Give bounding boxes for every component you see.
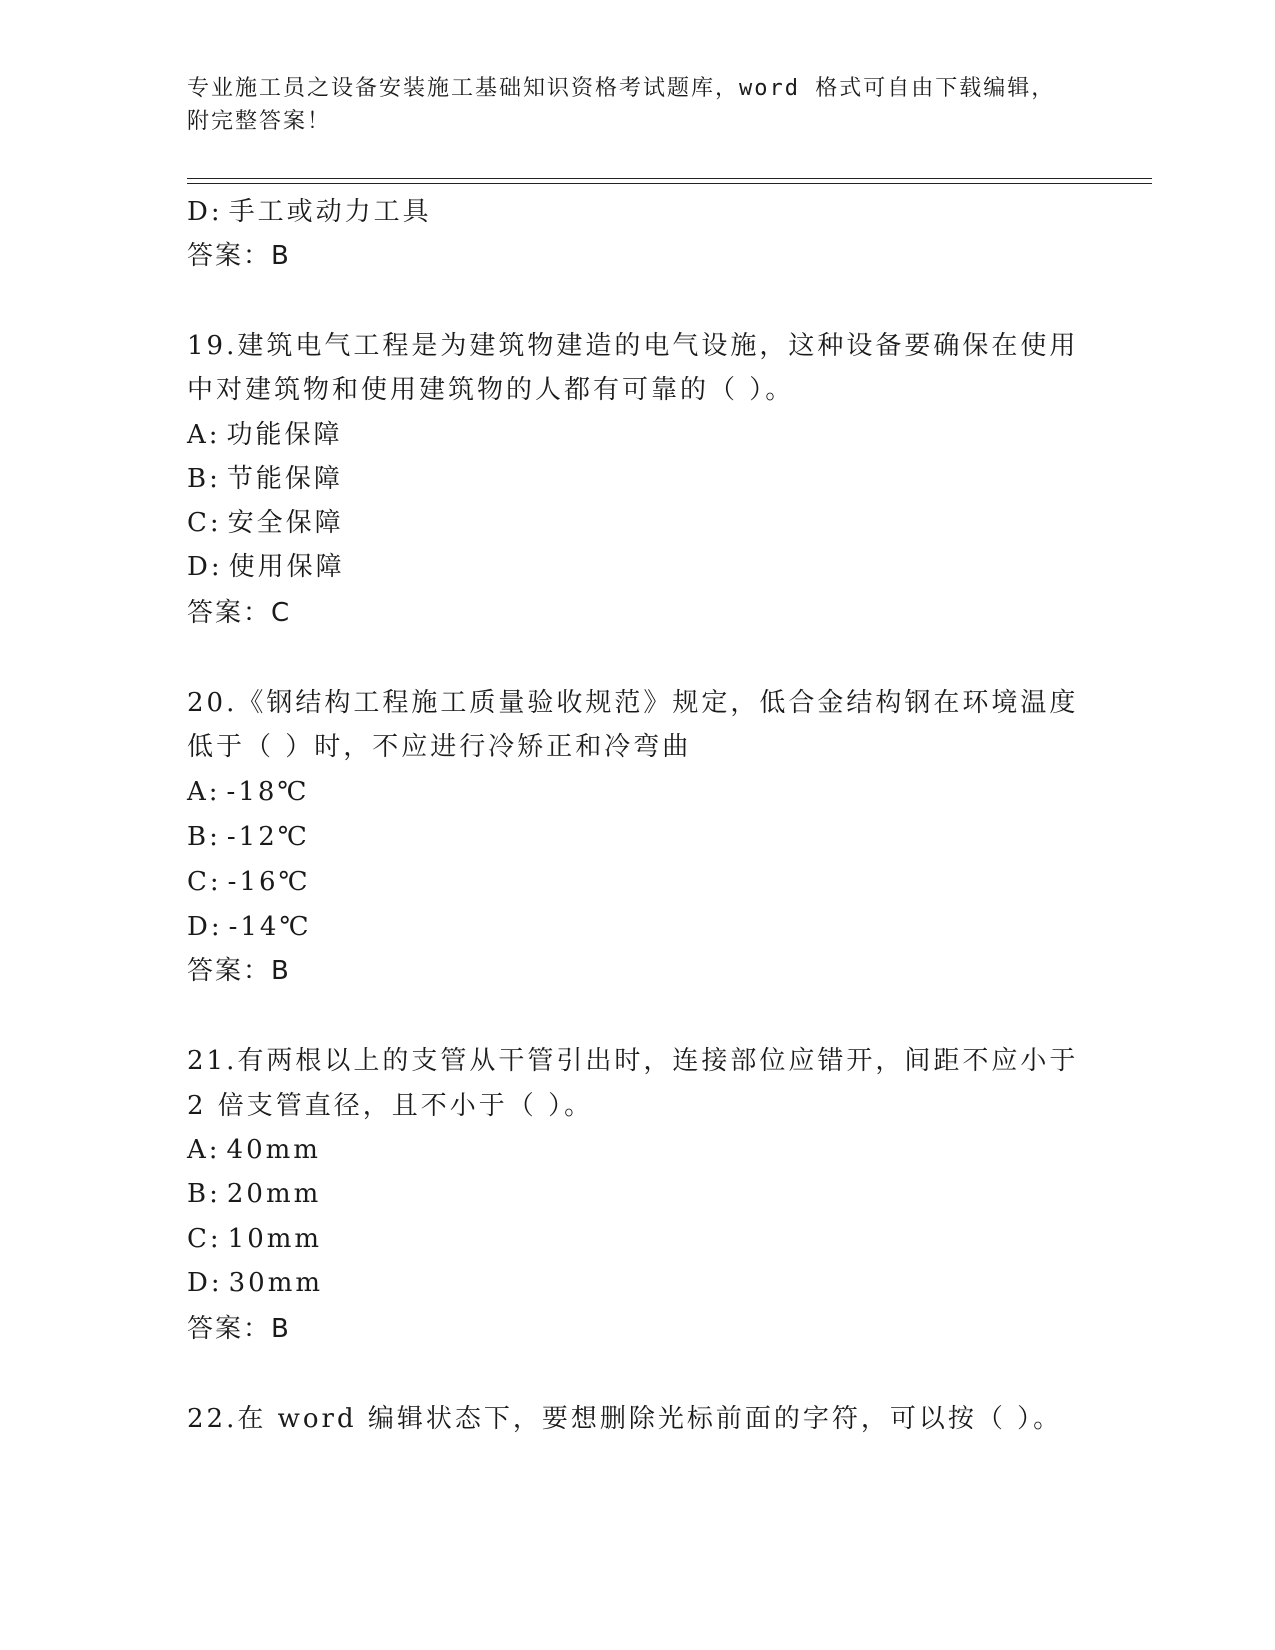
q21-option-d: D: 30mm [187,1268,324,1298]
header-divider-bottom [187,183,1152,184]
q19-option-d: D: 使用保障 [187,552,345,582]
q21-stem-line-2: 2 倍支管直径，且不小于（ ）。 [187,1091,594,1121]
q21-answer: 答案：B [187,1314,291,1344]
header-line-1: 专业施工员之设备安装施工基础知识资格考试题库，word 格式可自由下载编辑， [187,76,1056,101]
q19-stem-line-1: 19.建筑电气工程是为建筑物建造的电气设施，这种设备要确保在使用 [187,331,1079,361]
q19-stem-line-2: 中对建筑物和使用建筑物的人都有可靠的（ ）。 [187,375,795,405]
header-line-2: 附完整答案！ [187,109,332,134]
q19-option-c: C: 安全保障 [187,508,344,538]
prev-option-d: D: 手工或动力工具 [187,197,432,227]
q21-option-a: A: 40mm [187,1135,321,1165]
document-header [187,72,1087,138]
q21-option-b: B: 20mm [187,1179,322,1209]
q22-stem-line-1: 22.在 word 编辑状态下，要想删除光标前面的字符，可以按（ ）。 [187,1404,1063,1434]
q19-option-b: B: 节能保障 [187,464,343,494]
q20-option-a: A: -18℃ [187,777,310,807]
q20-option-c: C: -16℃ [187,867,311,897]
q19-option-a: A: 功能保障 [187,420,343,450]
prev-answer: 答案：B [187,241,291,271]
q20-answer: 答案：B [187,956,291,986]
q21-stem-line-1: 21.有两根以上的支管从干管引出时，连接部位应错开，间距不应小于 [187,1046,1079,1076]
q19-answer: 答案：C [187,598,292,628]
q20-stem-line-2: 低于（ ）时，不应进行冷矫正和冷弯曲 [187,732,692,762]
q20-stem-line-1: 20.《钢结构工程施工质量验收规范》规定，低合金结构钢在环境温度 [187,688,1079,718]
q20-option-b: B: -12℃ [187,822,310,852]
q21-option-c: C: 10mm [187,1224,323,1254]
q20-option-d: D: -14℃ [187,912,312,942]
header-divider-top [187,178,1152,179]
